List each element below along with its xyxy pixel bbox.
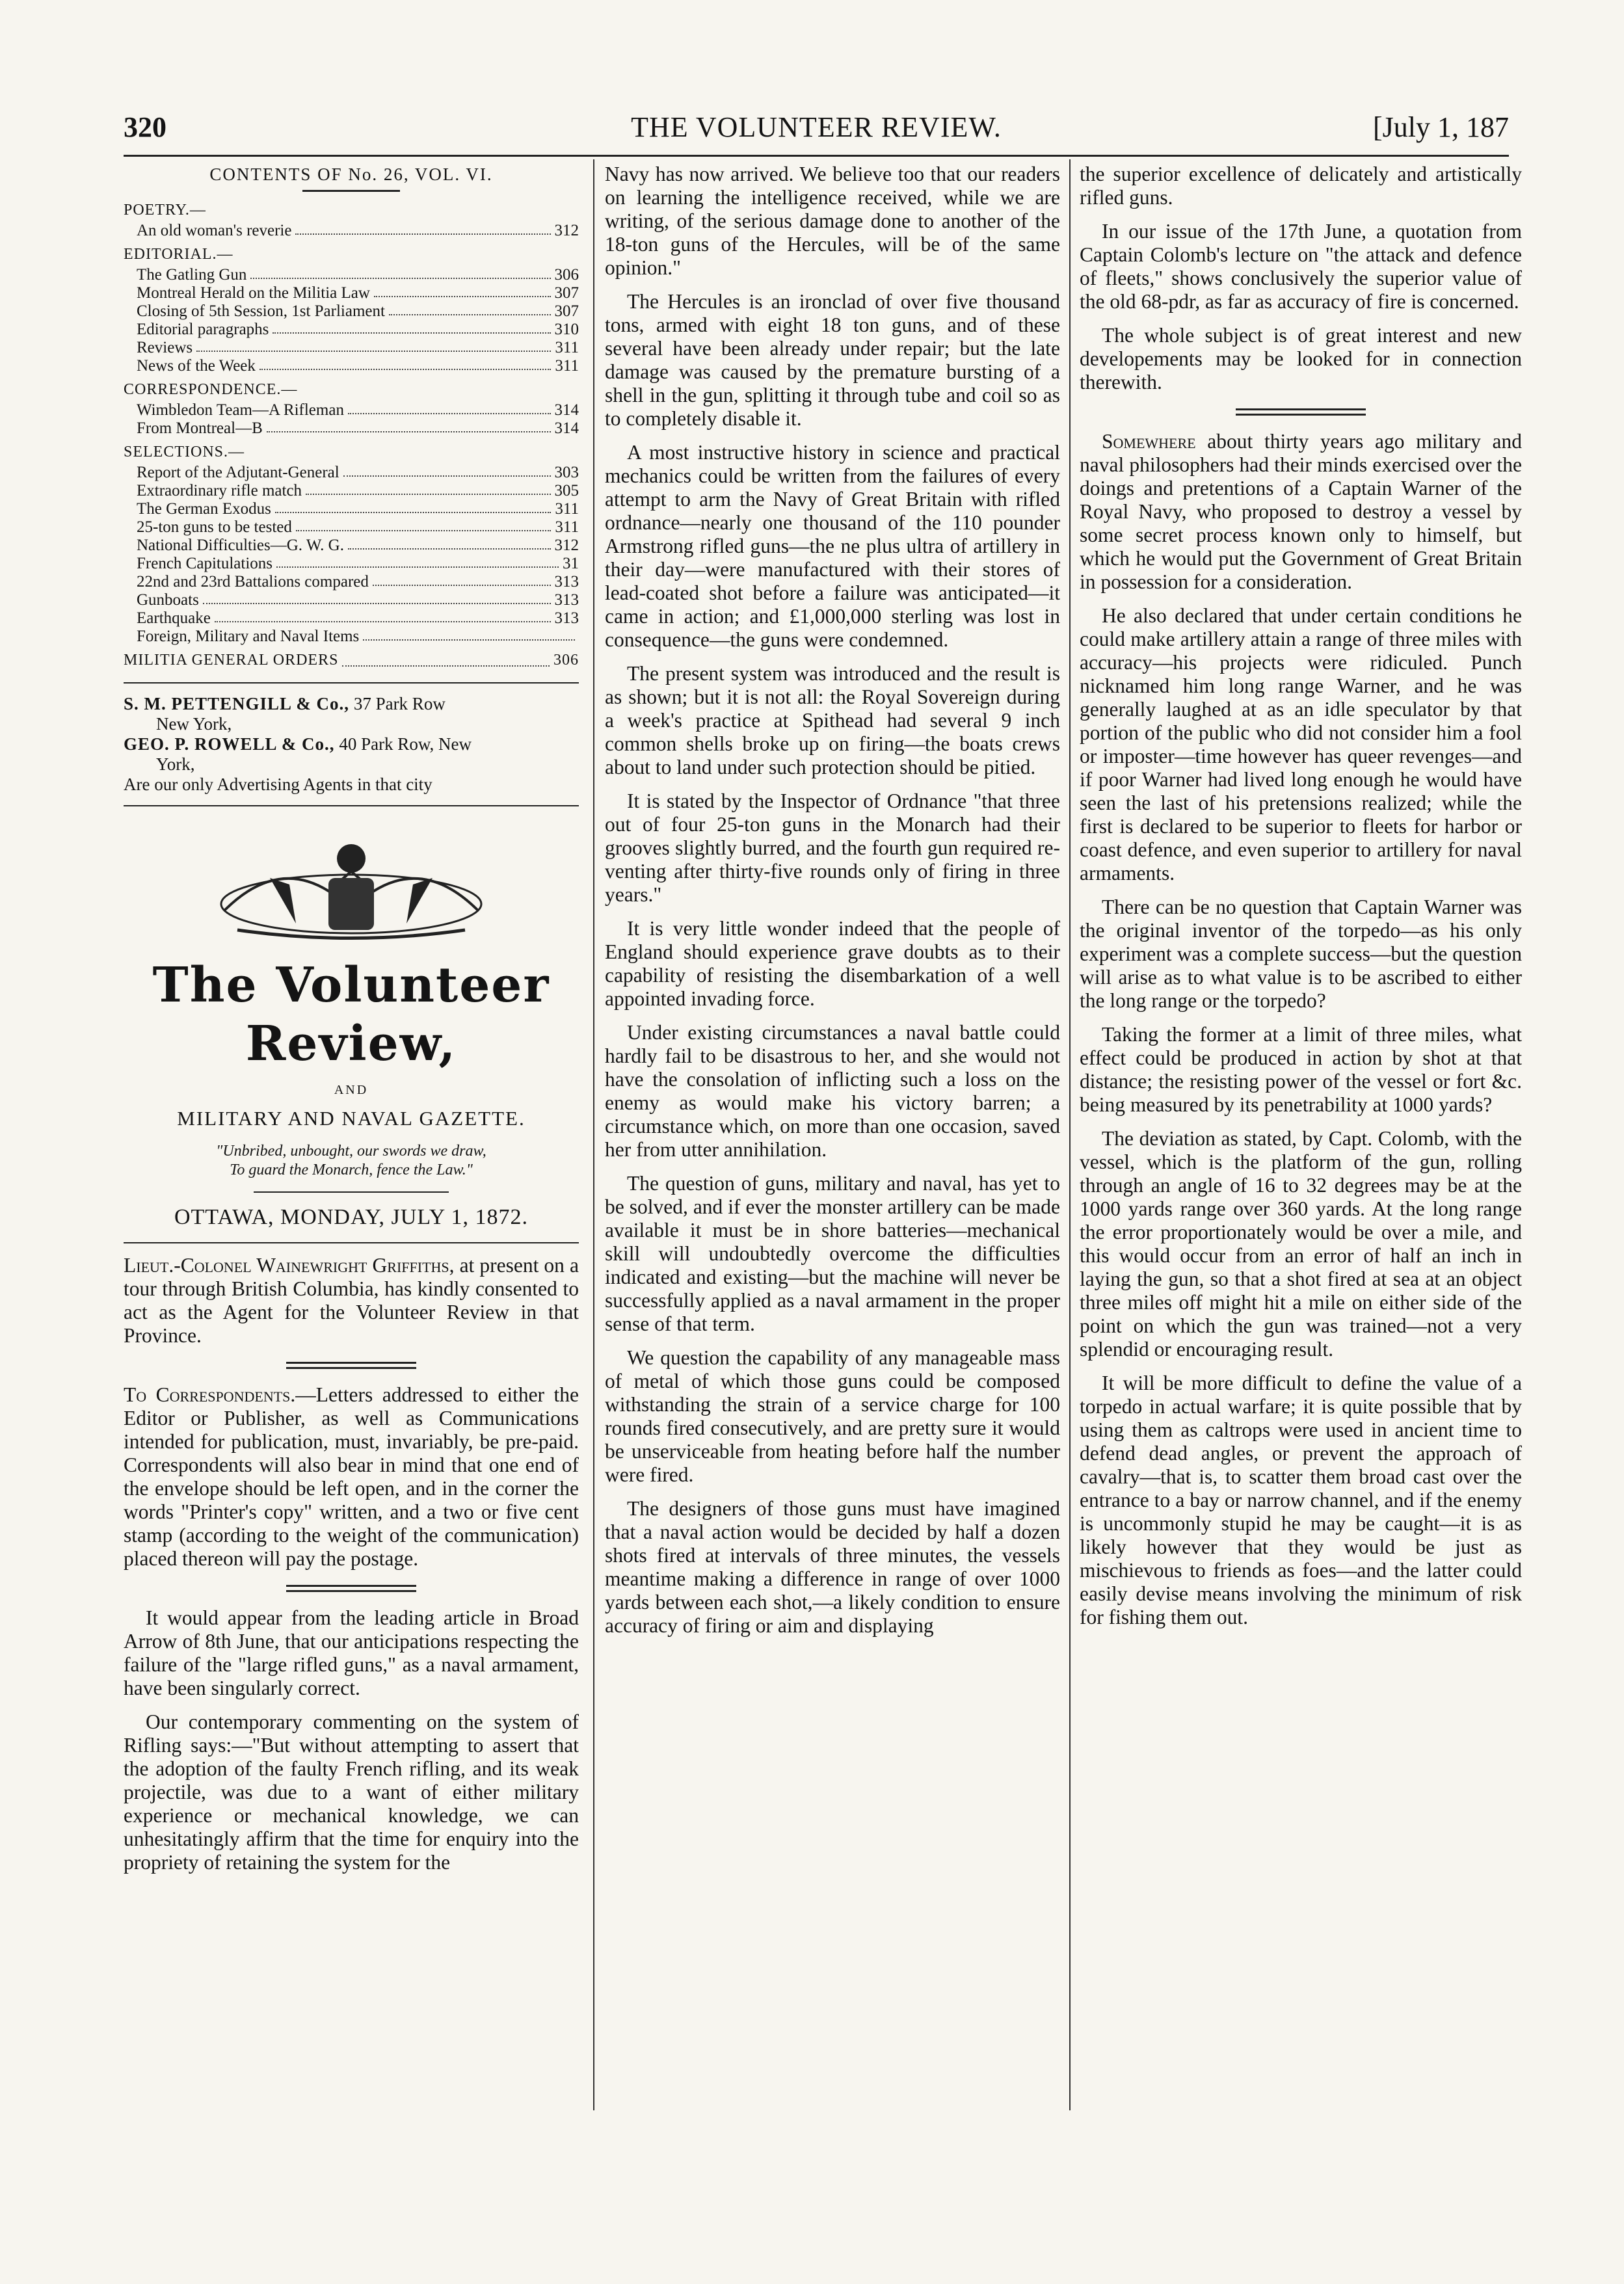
toc-entry: 25-ton guns to be tested 311 [137,518,579,536]
masthead-subtitle: MILITARY AND NAVAL GAZETTE. [177,1107,526,1130]
contents-heading: CONTENTS OF No. 26, VOL. VI. [209,165,493,184]
toc-entry: Report of the Adjutant-General 303 [137,464,579,481]
paragraph: the superior excellence of delicately and artistically rifled guns. [1080,163,1522,209]
toc-entry: The German Exodus 311 [137,500,579,518]
paragraph: It is very little wonder indeed that the people of England should experience grave doubts as to their capability of resisting the disembarkation of a well appointed invading force. [605,917,1060,1010]
paragraph: Lieut.-Colonel Wainewright Griffiths, at present on a tour through British Columbia, has kindly consented to act as the Agent for the Volunteer Review in that Province. [124,1254,579,1347]
toc-entry: Editorial paragraphs 310 [137,321,579,338]
paragraph: The whole subject is of great interest and new developements may be looked for in connection therewith. [1080,324,1522,393]
paragraph: The Hercules is an ironclad of over five thousand tons, armed with eight 18 ton guns, and of these several have been already under repair; but the late damage was caused by the premature bursting of a shell in the gun, splitting it through tube and coil so as to completely disable it. [605,290,1060,430]
paragraph: The present system was introduced and the result is as shown; but it is not all: the Royal Sovereign during a week's practice at Spithead had several 9 inch common shells broke up on firing—the boats crews about to land under such protection should be pitied. [605,662,1060,778]
column-2 [605,163,1060,1648]
toc-entry: From Montreal—B 314 [137,419,579,437]
page-number: 320 [124,111,166,143]
column-divider [593,159,594,2110]
toc-section-heading: POETRY.— [124,202,206,219]
paragraph: It would appear from the leading article in Broad Arrow of 8th June, that our anticipations respecting the failure of the "large rifled guns," as a naval armament, have been singularly correct. [124,1606,579,1699]
agent-listing: S. M. PETTENGILL & Co., 37 Park Row New York, GEO. P. ROWELL & Co., 40 Park Row, New York, Are our only Advertising Agents in that city [124,694,472,794]
toc-entry: 22nd and 23rd Battalions compared 313 [137,573,579,591]
divider [124,682,579,684]
agent-name: GEO. P. ROWELL & Co., [124,734,335,754]
table-of-contents [124,198,579,672]
paragraph: The designers of those guns must have imagined that a naval action would be decided by half a dozen shots fired at intervals of three minutes, the vessels meantime making a difference in range of over 1000 yards between each shot,—a likely condition to ensure accuracy of firing or aim and displaying [605,1497,1060,1637]
toc-entry: Gunboats 313 [137,591,579,609]
paragraph: Our contemporary commenting on the system of Rifling says:—"But without attempting to assert that the adoption of the faulty French rifling, and its weak projectile, was due to a want of either military experience or mechanical knowledge, we can unhesitatingly affirm that the time for enquiry into the propriety of retaining the system for the [124,1710,579,1874]
toc-section-heading: EDITORIAL.— [124,246,233,263]
paragraph: He also declared that under certain conditions he could make artillery attain a range of three miles with accuracy—his projects were ridiculed. Punch nicknamed him long range Warner, and he was generally laughed at as an idle speculator by that portion of the public who did not consider him a fool or imposter—time however has queer revenges—and if poor Warner had lived long enough he would have seen the last of his pretensions realized; while the first is declared to be superior to fleets for harbor or coast defence, and even superior to artillery for naval armaments. [1080,604,1522,884]
toc-entry: Wimbledon Team—A Rifleman 314 [137,401,579,419]
toc-entry: Foreign, Military and Naval Items [124,628,579,646]
paragraph: Somewhere about thirty years ago military and naval philosophers had their minds exercised over the doings and pretentions of a Captain Warner of the Royal Navy, who proposed to destroy a vessel by some secret process known only to himself, but which he would put the Government of Great Britain in possession for a consideration. [1080,430,1522,593]
masthead-motto: "Unbribed, unbought, our swords we draw, To guard the Monarch, fence the Law." [216,1143,486,1178]
toc-entry: Montreal Herald on the Militia Law 307 [137,284,579,302]
column-3 [1080,163,1522,1640]
toc-entry: French Capitulations 31 [137,555,579,572]
divider [1236,408,1366,416]
toc-section-heading: MILITIA GENERAL ORDERS 306 [124,648,579,672]
royal-crest-icon [198,832,504,943]
toc-entry: Reviews 311 [137,339,579,356]
header-rule [124,155,1509,157]
agent-name: S. M. PETTENGILL & Co., [124,694,350,713]
paragraph: Navy has now arrived. We believe too that our readers on learning the intelligence received, while we are writing, of the serious damage done to another of the 18-ton guns of the Hercules, will be of the same opinion." [605,163,1060,279]
toc-entry: Extraordinary rifle match 305 [137,482,579,499]
toc-entry: An old woman's reverie 312 [137,222,579,239]
toc-section-heading: SELECTIONS.— [124,444,245,460]
paragraph: It will be more difficult to define the value of a torpedo in actual warfare; it is quite possible that by using them as caltrops were used in ancient time to defend dead angles, or prevent the approach of cavalry—that is, to scatter them broad cast over the entrance to a bay or narrow channel, and if the enemy is uncommonly stupid he may be caught—it is as likely however that they would be just as mischievous to friends as foes—and the latter could easily devise means involving the minimum of risk for fishing them out. [1080,1372,1522,1628]
contents-rule [302,190,400,192]
page-header [124,111,1509,150]
paragraph: We question the capability of any manageable mass of metal of which those guns could be composed withstanding the strain of a service charge for 100 rounds fired consecutively, and are pretty sure it would be unserviceable from heating before half the number were fired. [605,1346,1060,1486]
masthead-title: The Volunteer Review, [152,957,550,1072]
column-divider [1069,159,1071,2110]
paragraph: The question of guns, military and naval, has yet to be solved, and if ever the monster artillery can be made available it must be in shore batteries—mechanical skill will undoubtedly overcome the difficulties indicated and existing—but the machine will never be successfully applied as a naval armament in the proper sense of that term. [605,1172,1060,1335]
toc-section-heading: CORRESPONDENCE.— [124,381,298,398]
paragraph: To Correspondents.—Letters addressed to either the Editor or Publisher, as well as Communications intended for publication, must, invariably, be pre-paid. Correspondents will also bear in mind that one end of the envelope should be left open, and in the corner the words "Printer's copy" written, and a two or five cent stamp (according to the weight of the communication) placed thereon will pay the postage. [124,1383,579,1570]
paragraph: Taking the former at a limit of three miles, what effect could be produced in action by shot at that distance; the resisting power of the vessel or fort &c. being measured by its penetrability at 1000 yards? [1080,1023,1522,1116]
paragraph: A most instructive history in science and practical mechanics could be written from the failures of every attempt to arm the Navy of Great Britain with rifled ordnance—nearly one thousand of the 110 pounder Armstrong rifled guns—the ne plus ultra of artillery in their day—were manufactured with their stores of lead-coated shot before a failure was anticipated—it came in action; and £1,000,000 sterling was lost in consequence—the guns were condemned. [605,441,1060,651]
toc-entry: National Difficulties—G. W. G. 312 [137,537,579,554]
divider [286,1362,416,1369]
divider [254,1191,449,1193]
paragraph: Under existing circumstances a naval battle could hardly fail to be disastrous to her, and she would not have the consolation of inflicting such a loss on the enemy as would make his victory barren; a circumstance which, on more than one occasion, saved her from utter annihilation. [605,1021,1060,1161]
dateline: OTTAWA, MONDAY, JULY 1, 1872. [174,1205,528,1229]
column-1 [124,163,579,1885]
divider [286,1585,416,1592]
paragraph: It is stated by the Inspector of Ordnance "that three out of four 25-ton guns in the Monarch had their grooves slightly burred, and the fourth gun required re-venting after thirty-five rounds only of firing in three years." [605,790,1060,906]
issue-date: [July 1, 187 [1373,111,1509,143]
paragraph: The deviation as stated, by Capt. Colomb, with the vessel, which is the platform of the gun, rolling through an angle of 16 to 32 degrees may be at the 1000 yards range over 360 yards. At the long range the error proportionately would be over a mile, and this would occur from an error of half an inch in laying the gun, so that a shot fired at sea at an object three miles off might hit a mile on either side of the point on which the gun was trained—not a very splendid or encouraging result. [1080,1127,1522,1361]
running-title: THE VOLUNTEER REVIEW. [631,111,1002,143]
masthead-and: AND [334,1083,369,1097]
toc-entry: Closing of 5th Session, 1st Parliament 307 [137,302,579,320]
toc-entry: Earthquake 313 [137,609,579,627]
divider [124,805,579,806]
paragraph: In our issue of the 17th June, a quotation from Captain Colomb's lecture on "the attack and defence of fleets," shows conclusively the superior value of the old 68-pdr, as far as accuracy of fire is concerned. [1080,220,1522,313]
toc-entry: The Gatling Gun 306 [137,266,579,284]
paragraph: There can be no question that Captain Warner was the original inventor of the torpedo—as his only experiment was a complete success—but the question will arise as to what value is to be ascribed to either the long range or the torpedo? [1080,896,1522,1012]
toc-entry: News of the Week 311 [137,357,579,375]
divider [124,1242,579,1243]
